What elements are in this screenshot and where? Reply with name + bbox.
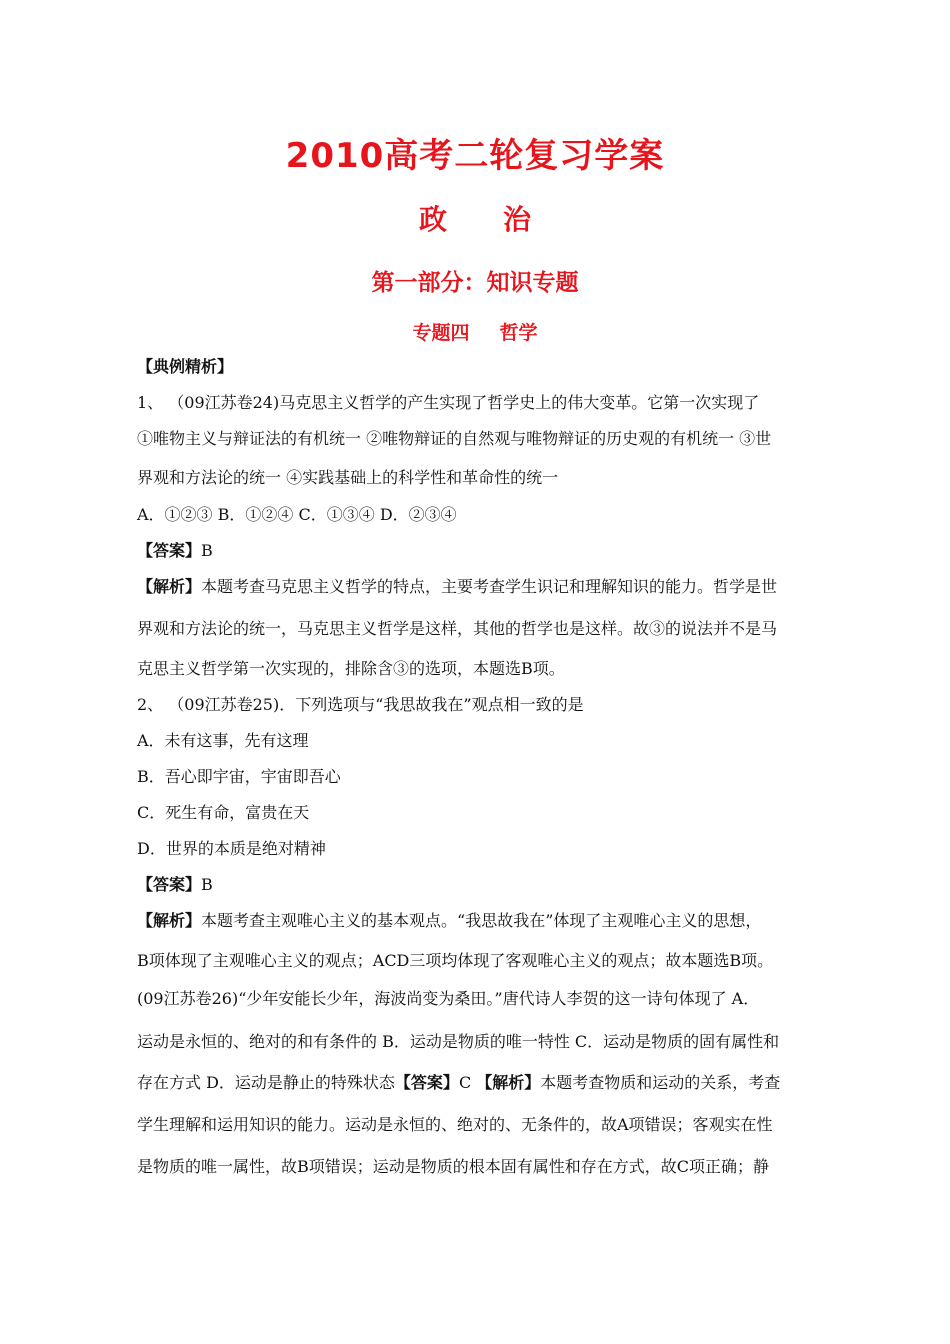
answer-label: 【答案】 bbox=[137, 875, 202, 894]
q2-stem: 2、 （09江苏卷25)．下列选项与“我思故我在”观点相一致的是 bbox=[137, 695, 584, 714]
subject-char-right: 治 bbox=[503, 203, 532, 236]
q1-options-line2: 界观和方法论的统一 ④实践基础上的科学性和革命性的统一 bbox=[137, 468, 559, 487]
q3-line5: 是物质的唯一属性，故B项错误；运动是物质的根本固有属性和存在方式，故C项正确；静 bbox=[137, 1157, 770, 1176]
answer-label: 【答案】 bbox=[137, 541, 202, 560]
topic-name: 哲学 bbox=[499, 322, 538, 344]
q1-choices: A．①②③ B．①②④ C．①③④ D．②③④ bbox=[137, 505, 457, 524]
q1-stem: 1、 （09江苏卷24)马克思主义哲学的产生实现了哲学史上的伟大变革。它第一次实现了 bbox=[137, 393, 760, 412]
q1-analysis-line3: 克思主义哲学第一次实现的，排除含③的选项，本题选B项。 bbox=[137, 659, 565, 678]
q3-line3 bbox=[137, 1071, 780, 1095]
analysis-text: 本题考查物质和运动的关系，考查 bbox=[540, 1073, 781, 1092]
analysis-text: 本题考查马克思主义哲学的特点，主要考查学生识记和理解知识的能力。哲学是世 bbox=[201, 577, 778, 596]
q3-line3-text: 存在方式 D．运动是静止的特殊状态 bbox=[137, 1073, 395, 1092]
part-heading: 第一部分：知识专题 bbox=[371, 270, 579, 296]
topic-heading bbox=[0, 318, 950, 345]
answer-value: B bbox=[201, 541, 213, 560]
q3-line1: (09江苏卷26)“少年安能长少年，海波尚变为桑田。”唐代诗人李贺的这一诗句体现了 A． bbox=[137, 989, 760, 1008]
q2-choice-c: C．死生有命，富贵在天 bbox=[137, 803, 310, 822]
analysis-text: 本题考查主观唯心主义的基本观点。“我思故我在”体现了主观唯心主义的思想， bbox=[201, 911, 762, 930]
q2-choice-b: B．吾心即宇宙，宇宙即吾心 bbox=[137, 767, 341, 786]
q2-analysis-line2: B项体现了主观唯心主义的观点；ACD三项均体现了客观唯心主义的观点；故本题选B项。 bbox=[137, 951, 774, 970]
q2-answer bbox=[137, 873, 213, 897]
subject-char-left: 政 bbox=[418, 203, 447, 236]
subject-heading bbox=[0, 198, 950, 238]
answer-value: C bbox=[458, 1073, 477, 1092]
analysis-label: 【解析】 bbox=[137, 911, 202, 930]
q1-answer bbox=[137, 539, 213, 563]
q2-analysis-line1 bbox=[137, 909, 761, 933]
answer-label: 【答案】 bbox=[394, 1073, 459, 1092]
analysis-label: 【解析】 bbox=[476, 1073, 541, 1092]
answer-value: B bbox=[201, 875, 213, 894]
q2-choice-a: A．未有这事，先有这理 bbox=[137, 731, 309, 750]
q1-analysis-line1 bbox=[137, 575, 777, 599]
q1-options-line1: ①唯物主义与辩证法的有机统一 ②唯物辩证的自然观与唯物辩证的历史观的有机统一 ③世 bbox=[137, 429, 772, 448]
q2-choice-d: D．世界的本质是绝对精神 bbox=[137, 839, 326, 858]
q1-analysis-line2: 界观和方法论的统一，马克思主义哲学是这样，其他的哲学也是这样。故③的说法并不是马 bbox=[137, 619, 778, 638]
topic-number: 专题四 bbox=[412, 322, 470, 344]
analysis-label: 【解析】 bbox=[137, 577, 202, 596]
q3-line4: 学生理解和运用知识的能力。运动是永恒的、绝对的、无条件的，故A项错误；客观实在性 bbox=[137, 1115, 773, 1134]
document-title: 2010高考二轮复习学案 bbox=[285, 136, 665, 176]
section-heading: 【典例精析】 bbox=[137, 357, 234, 376]
q3-line2: 运动是永恒的、绝对的和有条件的 B．运动是物质的唯一特性 C．运动是物质的固有属性和 bbox=[137, 1032, 780, 1051]
